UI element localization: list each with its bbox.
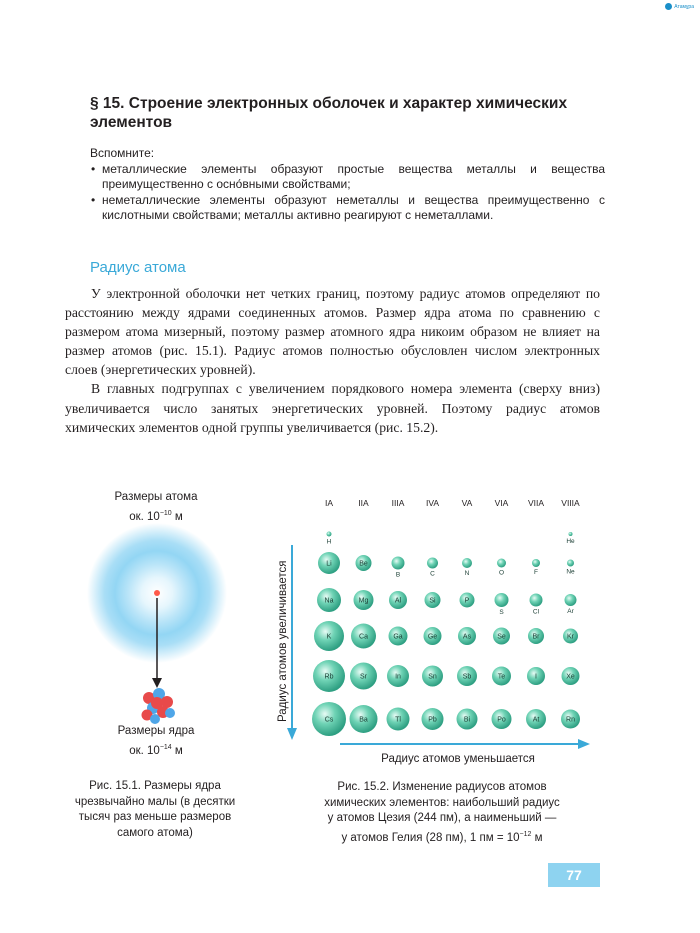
atom-sphere-o [497, 559, 506, 568]
atom-diagram [85, 520, 235, 732]
element-symbol: Ne [566, 568, 575, 576]
element-symbol: P [464, 597, 470, 605]
element-symbol: In [395, 673, 401, 681]
caption-line: химических элементов: наибольший радиус [324, 796, 560, 809]
atom-sphere-h [327, 532, 332, 537]
element-symbol: B [395, 571, 401, 579]
body-text [65, 284, 600, 437]
element-symbol: F [534, 569, 538, 576]
group-label: IIA [358, 498, 369, 508]
atom-sphere-ne [567, 560, 574, 567]
atom-sphere-ar [565, 594, 577, 606]
horizontal-arrow-head [578, 739, 590, 749]
figure-15-1-caption [70, 779, 240, 841]
element-symbol: Be [359, 560, 368, 568]
element-symbol: N [464, 570, 470, 577]
atom-sphere-cl [530, 594, 543, 607]
element-symbol: Sr [360, 673, 367, 681]
remember-label: Вспомните: [90, 146, 155, 160]
logo-text: Атамұра [674, 3, 694, 10]
element-symbol: At [532, 716, 540, 724]
figure-15-2-caption [292, 780, 592, 846]
element-symbol: O [498, 569, 505, 577]
atom-sphere-s [495, 593, 509, 607]
atom-size-label-text: Размеры атома [114, 491, 198, 503]
atom-sphere-c [427, 558, 438, 569]
remember-block [90, 146, 605, 224]
caption-line: у атомов Цезия (244 пм), а наименьший — [327, 812, 557, 824]
page-number: 77 [548, 863, 600, 887]
atom-sphere-n [462, 558, 472, 568]
atom-sphere-b [392, 557, 405, 570]
element-symbol: Po [497, 716, 506, 724]
paragraph: У электронной оболочки нет четких границ, поэтому радиус атомов определяют по расстоянию между ядрами соединенных атомов. Размер ядра атома по сравнению с размером атома мизерный, поэтому размер атомного ядра никоим образом не влияет на размер атомов (рис. 15.1). Радиус атомов полностью обусловлен числом электронных слоев (энергетических уровней). [65, 286, 600, 378]
caption-line: самого атома) [117, 826, 193, 839]
element-symbol: Ga [393, 633, 403, 641]
atom-sphere-f [532, 559, 540, 567]
element-symbol: Te [497, 673, 506, 681]
element-symbol: S [499, 609, 504, 616]
element-symbol: Mg [358, 597, 369, 605]
vertical-arrow-label: Радиус атомов увеличивается [277, 560, 289, 722]
element-symbol: C [430, 570, 435, 578]
nucleus-size-label [96, 724, 216, 759]
horizontal-arrow-label: Радиус атомов уменьшается [381, 753, 535, 765]
nucleus-size-label-text: Размеры ядра [117, 725, 195, 737]
group-label: VIA [494, 498, 509, 508]
element-symbol: Si [429, 597, 436, 605]
element-symbol: Sn [428, 673, 437, 681]
element-symbol: Ca [359, 633, 368, 641]
group-label: VIIA [527, 498, 545, 508]
caption-line: у атомов Гелия (28 пм), 1 пм = $10^{-12}$ м [341, 830, 543, 844]
element-symbol: I [535, 673, 537, 681]
atomic-radius-table [270, 490, 600, 775]
element-symbol: Rn [566, 716, 575, 724]
element-symbol: Tl [395, 716, 401, 724]
element-symbol: Ba [359, 716, 368, 724]
nucleus-size-value: ок. $10^{-14}$ м [129, 743, 183, 757]
vertical-arrow-head [287, 728, 297, 740]
group-label: VA [461, 498, 473, 508]
element-symbol: Ar [567, 608, 574, 615]
subheading: Радиус атома [90, 259, 186, 276]
element-symbol: Kr [567, 633, 574, 641]
element-symbol: He [566, 538, 575, 545]
caption-line: Рис. 15.1. Размеры ядра [89, 780, 221, 792]
remember-list [90, 162, 605, 224]
zoom-arrow-head [152, 678, 162, 688]
element-symbol: Xe [566, 673, 575, 681]
group-label: VIIIA [561, 498, 580, 508]
element-symbol: Cs [324, 716, 334, 724]
element-symbol: Br [532, 633, 540, 641]
group-label: IIIA [391, 498, 405, 508]
group-label: IVA [425, 498, 440, 508]
caption-line: тысяч раз меньше размеров [78, 811, 232, 823]
remember-item: • металлические элементы образуют простые вещества металлы и вещества преимущественно с осно́вными свойствами; [102, 162, 605, 193]
remember-item: • неметаллические элементы образуют неметаллы и вещества преимущественно с кислотными свойствами; металлы активно реагируют с неметаллами. [102, 193, 605, 224]
section-title: § 15. Строение электронных оболочек и характер химических элементов [90, 95, 568, 131]
logo-icon [665, 3, 672, 10]
caption-line: чрезвычайно малы (в десятки [74, 795, 236, 808]
element-symbol: Na [324, 597, 334, 605]
group-label: IA [324, 498, 334, 508]
element-symbol: As [462, 633, 472, 641]
nucleus-cluster [142, 688, 176, 724]
nucleus-dot [154, 590, 160, 596]
element-symbol: Rb [324, 673, 334, 681]
publisher-logo [665, 3, 694, 10]
element-symbol: Bi [463, 716, 471, 724]
element-symbol: Cl [532, 608, 540, 616]
atom-sphere-he [569, 532, 573, 536]
element-symbol: Ge [427, 633, 438, 641]
caption-line: Рис. 15.2. Изменение радиусов атомов [337, 781, 547, 793]
atom-size-value: ок. $10^{-10}$ м [129, 509, 183, 523]
element-symbol: H [326, 538, 332, 546]
element-symbol: K [326, 633, 332, 641]
element-symbol: Pb [428, 716, 437, 724]
element-symbol: Li [326, 560, 332, 568]
element-symbol: Al [394, 597, 402, 605]
paragraph: В главных подгруппах с увеличением порядкового номера элемента (сверху вниз) увеличивается число занятых энергетических уровней. Поэтому радиус атомов химических элементов одной группы увеличивается (рис. 15.2). [65, 381, 600, 435]
element-symbol: Se [497, 633, 506, 641]
element-symbol: Sb [462, 673, 472, 681]
